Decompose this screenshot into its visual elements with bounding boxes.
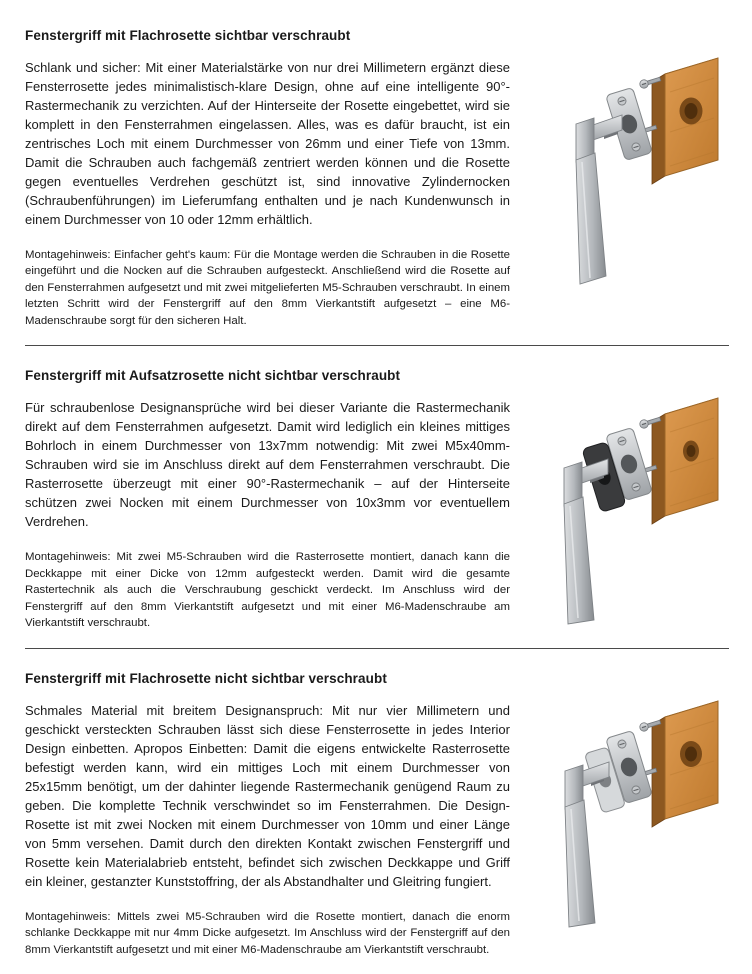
section-text-column (25, 28, 510, 329)
section-body-text: Schmales Material mit breitem Designanspruch: Mit nur vier Millimetern und geschickt versteckten Schrauben lässt sich diese Fensterrosette in jedes Interior Design einbetten. Apropos Einbetten: Damit die eigens entwickelte Rasterrosette befestigt werden kann, wird ein mittiges Loch mit einem Durchmesser von 25x15mm benötigt, um der dahinter liegende Rastermechanik genügend Raum zu geben. Die komplette Technik verschwindet so im Fensterrahmen. Die Design-Rosette ist mit zwei Nocken mit einem Durchmesser von 10mm und einer Länge von 5mm versehen. Damit durch den direkten Kontakt zwischen Fenstergriff und Rosette kein Materialabrieb entsteht, befindet sich zwischen Deckkappe und Griff ein kleiner, gestanzter Kunststoffring, der als Abstandhalter und Gleitring fungiert. (25, 702, 510, 889)
section-flachrosette-sichtbar (0, 0, 752, 345)
section-flachrosette-verdeckt (0, 649, 752, 974)
section-illustration (532, 28, 728, 329)
handle-art (576, 115, 622, 284)
window-frame-art (652, 58, 718, 184)
montagehinweis-text: Montagehinweis: Mit zwei M5-Schrauben wird die Rasterrosette montiert, danach kann die Deckkappe mit einer Dicke von 12mm aufgesteckt werden. Damit wird die gesamte Rastertechnik als auch die Verschraubung geschickt verdeckt. Im Anschluss wird der Fenstergriff auf den 8mm Vierkantstift aufgesetzt und mit einer M6-Madenschraube am Vierkantstift verschraubt. (25, 551, 510, 630)
montagehinweis-text: Montagehinweis: Einfacher geht's kaum: Für die Montage werden die Schrauben in die Rosette eingeführt und die Nocken auf die Schrauben aufgesteckt. Anschließend wird die Rosette auf den Fensterrahmen aufgesetzt und mit zwei mitgelieferten M5-Schrauben verschraubt. In einem letzten Schritt wird der Fenstergriff auf den 8mm Vierkantstift aufgesetzt – eine M6-Madenschraube sorgt für den sicheren Halt. (25, 248, 510, 327)
exploded-view-illustration (532, 677, 728, 929)
section-text-column (25, 671, 510, 958)
section-illustration (532, 368, 728, 631)
section-body-text: Für schraubenlose Designansprüche wird bei dieser Variante die Rastermechanik direkt auf dem Fensterrahmen aufgesetzt. Damit wird lediglich ein kleines mittiges Bohrloch in einem Durchmesser von 13x7mm notwendig: Mit zwei M5x40mm-Schrauben wird sie im Anschluss direkt auf dem Fensterrahmen verschraubt. Die Rasterrosette überzeugt mit einer 90°-Rastermechanik – auf der Hinterseite schützen zwei Nocken mit einem Durchmesser von 10x3mm vor eventuellem Verdrehen. (25, 400, 510, 530)
section-text-column (25, 368, 510, 631)
exploded-view-illustration (532, 34, 728, 286)
section-aufsatzrosette-verdeckt (0, 346, 752, 647)
section-illustration (532, 671, 728, 958)
section-body-text: Schlank und sicher: Mit einer Materialstärke von nur drei Millimetern ergänzt diese Fensterrosette jedes minimalistisch-klare Design, ohne auf eine intelligente 90°-Rastermechanik zu verzichten. Auf der Hinterseite der Rosette eingebettet, wird sie komplett in den Fensterrahmen eingelassen. Alles, was es dafür braucht, ist ein zentrisches Loch mit einem Durchmesser von 26mm und einer Tiefe von 13mm. Damit die Schrauben auch fachgemäß zentriert werden können und die Rosette gegen eventuelles Verdrehen geschützt ist, sind innovative Zylindernocken (Schraubenführungen) im Lieferumfang enthalten und je nach Kundenwunsch in einem Durchmesser von 10 oder 12mm erhältlich. (25, 60, 510, 227)
section-heading: Fenstergriff mit Aufsatzrosette nicht sichtbar verschraubt (25, 368, 401, 384)
exploded-view-illustration (532, 374, 728, 626)
window-frame-art (652, 701, 718, 827)
section-heading: Fenstergriff mit Flachrosette nicht sichtbar verschraubt (25, 670, 387, 686)
section-heading: Fenstergriff mit Flachrosette sichtbar verschraubt (25, 28, 351, 43)
window-frame-art (652, 398, 718, 524)
montagehinweis-text: Montagehinweis: Mittels zwei M5-Schrauben wird die Rosette montiert, danach die enorm schlanke Deckkappe mit nur 4mm Dicke aufgesetzt. Im Anschluss wird der Fenstergriff auf den 8mm Vierkantstift aufgesetzt und mit einer M6-Madenschraube am Vierkantstift verschraubt. (25, 910, 510, 956)
